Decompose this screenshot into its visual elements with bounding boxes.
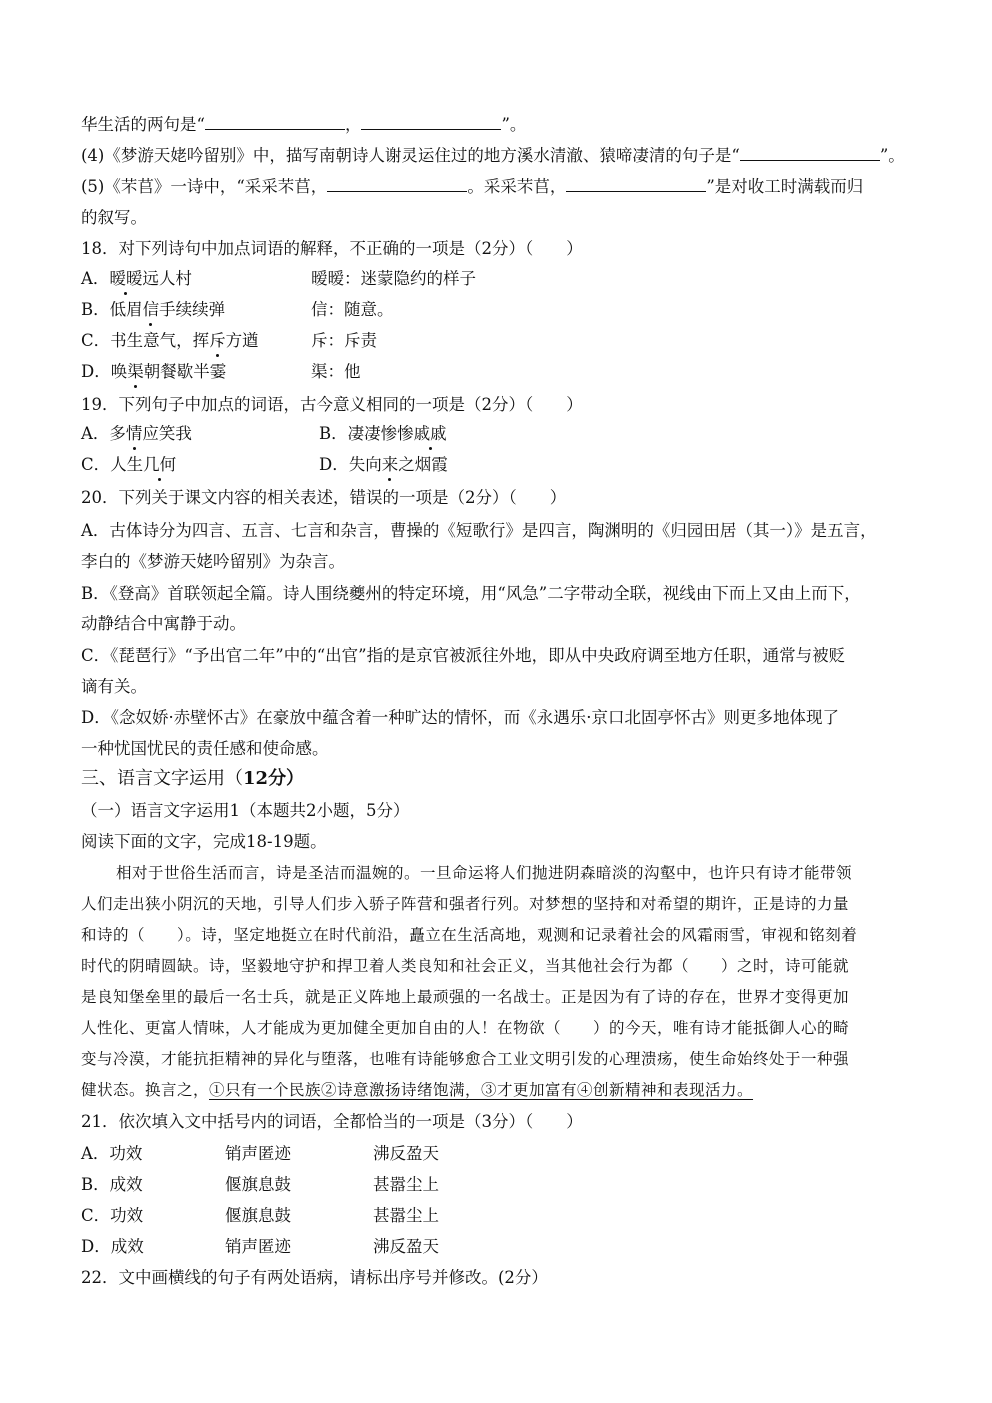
text: 。采采芣苢， bbox=[467, 177, 567, 196]
word: 成效 bbox=[110, 1237, 144, 1256]
q18-option-b[interactable] bbox=[81, 299, 394, 321]
option-letter: B． bbox=[81, 300, 110, 319]
option-letter: D． bbox=[81, 362, 111, 381]
text: 远人村 bbox=[142, 269, 192, 288]
option-letter: C． bbox=[81, 1206, 111, 1225]
q21-option-a[interactable] bbox=[81, 1143, 439, 1165]
text: ”是对收工时满载而归 bbox=[706, 177, 864, 196]
explanation: 暧暧：迷蒙隐约的样子 bbox=[311, 269, 476, 288]
word: 沸反盈天 bbox=[373, 1144, 439, 1163]
dotted-word: 暧暧 bbox=[109, 269, 143, 288]
passage-line: 变与冷漠，才能抗拒精神的异化与堕落，也唯有诗能够愈合工业文明引发的心理溃疡，使生命始终处于一种强 bbox=[81, 1050, 850, 1068]
q19-option-b[interactable] bbox=[319, 423, 447, 445]
word: 沸反盈天 bbox=[373, 1237, 439, 1256]
text: 之烟霞 bbox=[398, 455, 448, 474]
q18-option-a[interactable] bbox=[81, 268, 476, 290]
q19-stem: 19．下列句子中加点的词语，古今意义相同的一项是（2分）（ ） bbox=[81, 395, 583, 414]
option-letter: C． bbox=[81, 331, 111, 350]
text: 人生 bbox=[110, 455, 144, 474]
word: 偃旗息鼓 bbox=[225, 1206, 291, 1225]
section3-subtitle: （一）语言文字运用1（本题共2小题，5分） bbox=[81, 801, 410, 820]
q17-item5 bbox=[81, 176, 863, 198]
q21-option-c[interactable] bbox=[81, 1205, 439, 1227]
q18-option-c[interactable] bbox=[81, 330, 377, 352]
option-letter: A． bbox=[81, 424, 110, 443]
q18-stem: 18．对下列诗句中加点词语的解释，不正确的一项是（2分）（ ） bbox=[81, 239, 583, 258]
q20-option-c-cont: 谪有关。 bbox=[81, 677, 147, 696]
explanation: 渠：他 bbox=[311, 362, 361, 381]
dotted-word: 情 bbox=[125, 424, 143, 443]
q22-stem: 22．文中画横线的句子有两处语病，请标出序号并修改。(2分） bbox=[81, 1268, 548, 1287]
dotted-word: 斥 bbox=[209, 331, 226, 350]
text: 朝餐歇半霎 bbox=[143, 362, 227, 381]
q20-stem: 20．下列关于课文内容的相关表述，错误的一项是（2分）（ ） bbox=[81, 488, 567, 507]
q20-option-b[interactable]: B．《登高》首联领起全篇。诗人围绕夔州的特定环境，用“风急”二字带动全联，视线由下而上又由上而下， bbox=[81, 584, 861, 603]
reading-instruction: 阅读下面的文字，完成18-19题。 bbox=[81, 832, 327, 851]
q17-line1 bbox=[81, 114, 526, 136]
passage-line: 是良知堡垒里的最后一名士兵，就是正义阵地上最顽强的一名战士。正是因为有了诗的存在，世界才变得更加 bbox=[81, 988, 850, 1006]
text: (4)《梦游天姥吟留别》中，描写南朝诗人谢灵运住过的地方溪水清澈、猿啼凄清的句子是“ bbox=[81, 146, 740, 165]
word: 销声匿迹 bbox=[225, 1144, 291, 1163]
text: 唤 bbox=[110, 362, 128, 381]
option-letter: B． bbox=[81, 1175, 110, 1194]
text: 华生活的两句是“ bbox=[81, 115, 205, 134]
word: 功效 bbox=[110, 1206, 144, 1225]
q20-option-d-cont: 一种忧国忧民的责任感和使命感。 bbox=[81, 739, 329, 758]
text: 多 bbox=[109, 424, 126, 443]
passage-line: 人性化、更富人情味，人才能成为更加健全更加自由的人！在物欲（ ）的今天，唯有诗才能抵御人心的畸 bbox=[81, 1019, 850, 1037]
answer-blank[interactable] bbox=[566, 177, 706, 192]
word: 甚嚣尘上 bbox=[373, 1175, 439, 1194]
option-letter: A． bbox=[81, 269, 110, 288]
text: 失向 bbox=[348, 455, 382, 474]
q19-options-row2 bbox=[81, 454, 448, 476]
dotted-word: 戚戚 bbox=[413, 424, 447, 443]
option-letter: C． bbox=[81, 455, 111, 474]
text: (5)《芣苢》一诗中，“采采芣苢， bbox=[81, 177, 328, 196]
text: 书生意气，挥 bbox=[110, 331, 210, 350]
text: ”。 bbox=[879, 146, 905, 165]
q19-option-d[interactable] bbox=[319, 454, 448, 476]
q20-option-a-cont: 李白的《梦游天姥吟留别》为杂言。 bbox=[81, 552, 345, 571]
q17-item5-cont: 的叙写。 bbox=[81, 208, 147, 227]
q21-option-d[interactable] bbox=[81, 1236, 439, 1258]
q21-stem: 21．依次填入文中括号内的词语，全都恰当的一项是（3分）（ ） bbox=[81, 1112, 583, 1131]
dotted-word: 信 bbox=[142, 300, 160, 319]
q19-options-row1 bbox=[81, 423, 447, 445]
option-letter: A． bbox=[81, 1144, 110, 1163]
text: 凄凄惨惨 bbox=[347, 424, 414, 443]
text: 应笑我 bbox=[142, 424, 192, 443]
answer-blank[interactable] bbox=[361, 115, 501, 130]
word: 销声匿迹 bbox=[225, 1237, 291, 1256]
dotted-word: 来 bbox=[381, 455, 399, 474]
passage-line: 和诗的（ ）。诗，坚定地挺立在时代前沿，矗立在生活高地，观测和记录着社会的风霜雨雪，审视和铭刻着 bbox=[81, 926, 858, 944]
q18-option-d[interactable] bbox=[81, 361, 361, 383]
dotted-word: 几何 bbox=[143, 455, 177, 474]
text: 手续续弹 bbox=[159, 300, 226, 319]
q20-option-d[interactable]: D．《念奴娇·赤壁怀古》在豪放中蕴含着一种旷达的情怀，而《永遇乐·京口北固亭怀古》则更多地体现了 bbox=[81, 708, 839, 727]
q17-item4 bbox=[81, 145, 905, 167]
score-number: 12 bbox=[243, 768, 269, 789]
text: ”。 bbox=[501, 115, 527, 134]
q21-option-b[interactable] bbox=[81, 1174, 439, 1196]
text: 健状态。换言之， bbox=[81, 1081, 210, 1099]
section3-title bbox=[81, 768, 304, 790]
passage-line: 人们走出狭小阴沉的天地，引导人们步入骄子阵营和强者行列。对梦想的坚持和对希望的期许，正是诗的力量 bbox=[81, 895, 850, 913]
q19-option-a[interactable] bbox=[81, 424, 192, 443]
answer-blank[interactable] bbox=[740, 146, 880, 161]
text: 分） bbox=[268, 768, 305, 789]
word: 功效 bbox=[109, 1144, 143, 1163]
q20-option-c[interactable]: C．《琵琶行》“予出官二年”中的“出官”指的是京官被派往外地，即从中央政府调至地方任职，通常与被贬 bbox=[81, 646, 846, 665]
answer-blank[interactable] bbox=[327, 177, 467, 192]
option-letter: B． bbox=[319, 424, 348, 443]
explanation: 斥：斥责 bbox=[311, 331, 377, 350]
explanation: 信：随意。 bbox=[311, 300, 394, 319]
text: 低眉 bbox=[109, 300, 143, 319]
q19-option-c[interactable] bbox=[81, 455, 176, 474]
dotted-word: 渠 bbox=[127, 362, 144, 381]
word: 偃旗息鼓 bbox=[225, 1175, 291, 1194]
answer-blank[interactable] bbox=[205, 115, 345, 130]
text: ， bbox=[344, 115, 362, 134]
passage-line: 相对于世俗生活而言，诗是圣洁而温婉的。一旦命运将人们抛进阴森暗淡的沟壑中，也许只有诗才能带领 bbox=[116, 864, 853, 882]
text: 方遒 bbox=[225, 331, 259, 350]
option-letter: D． bbox=[81, 1237, 111, 1256]
q20-option-a[interactable]: A．古体诗分为四言、五言、七言和杂言，曹操的《短歌行》是四言，陶渊明的《归园田居（其一）》是五言， bbox=[81, 521, 877, 540]
passage-line: 时代的阴晴圆缺。诗，坚毅地守护和捍卫着人类良知和社会正义，当其他社会行为都（ ）之时，诗可能就 bbox=[81, 957, 850, 975]
word: 甚嚣尘上 bbox=[373, 1206, 439, 1225]
passage-line bbox=[81, 1079, 753, 1101]
word: 成效 bbox=[109, 1175, 143, 1194]
underlined-sentence: ①只有一个民族②诗意激扬诗绪饱满，③才更加富有④创新精神和表现活力。 bbox=[209, 1081, 754, 1099]
q20-option-b-cont: 动静结合中寓静于动。 bbox=[81, 614, 246, 633]
text: 三、语言文字运用（ bbox=[81, 768, 243, 789]
option-letter: D． bbox=[319, 455, 349, 474]
